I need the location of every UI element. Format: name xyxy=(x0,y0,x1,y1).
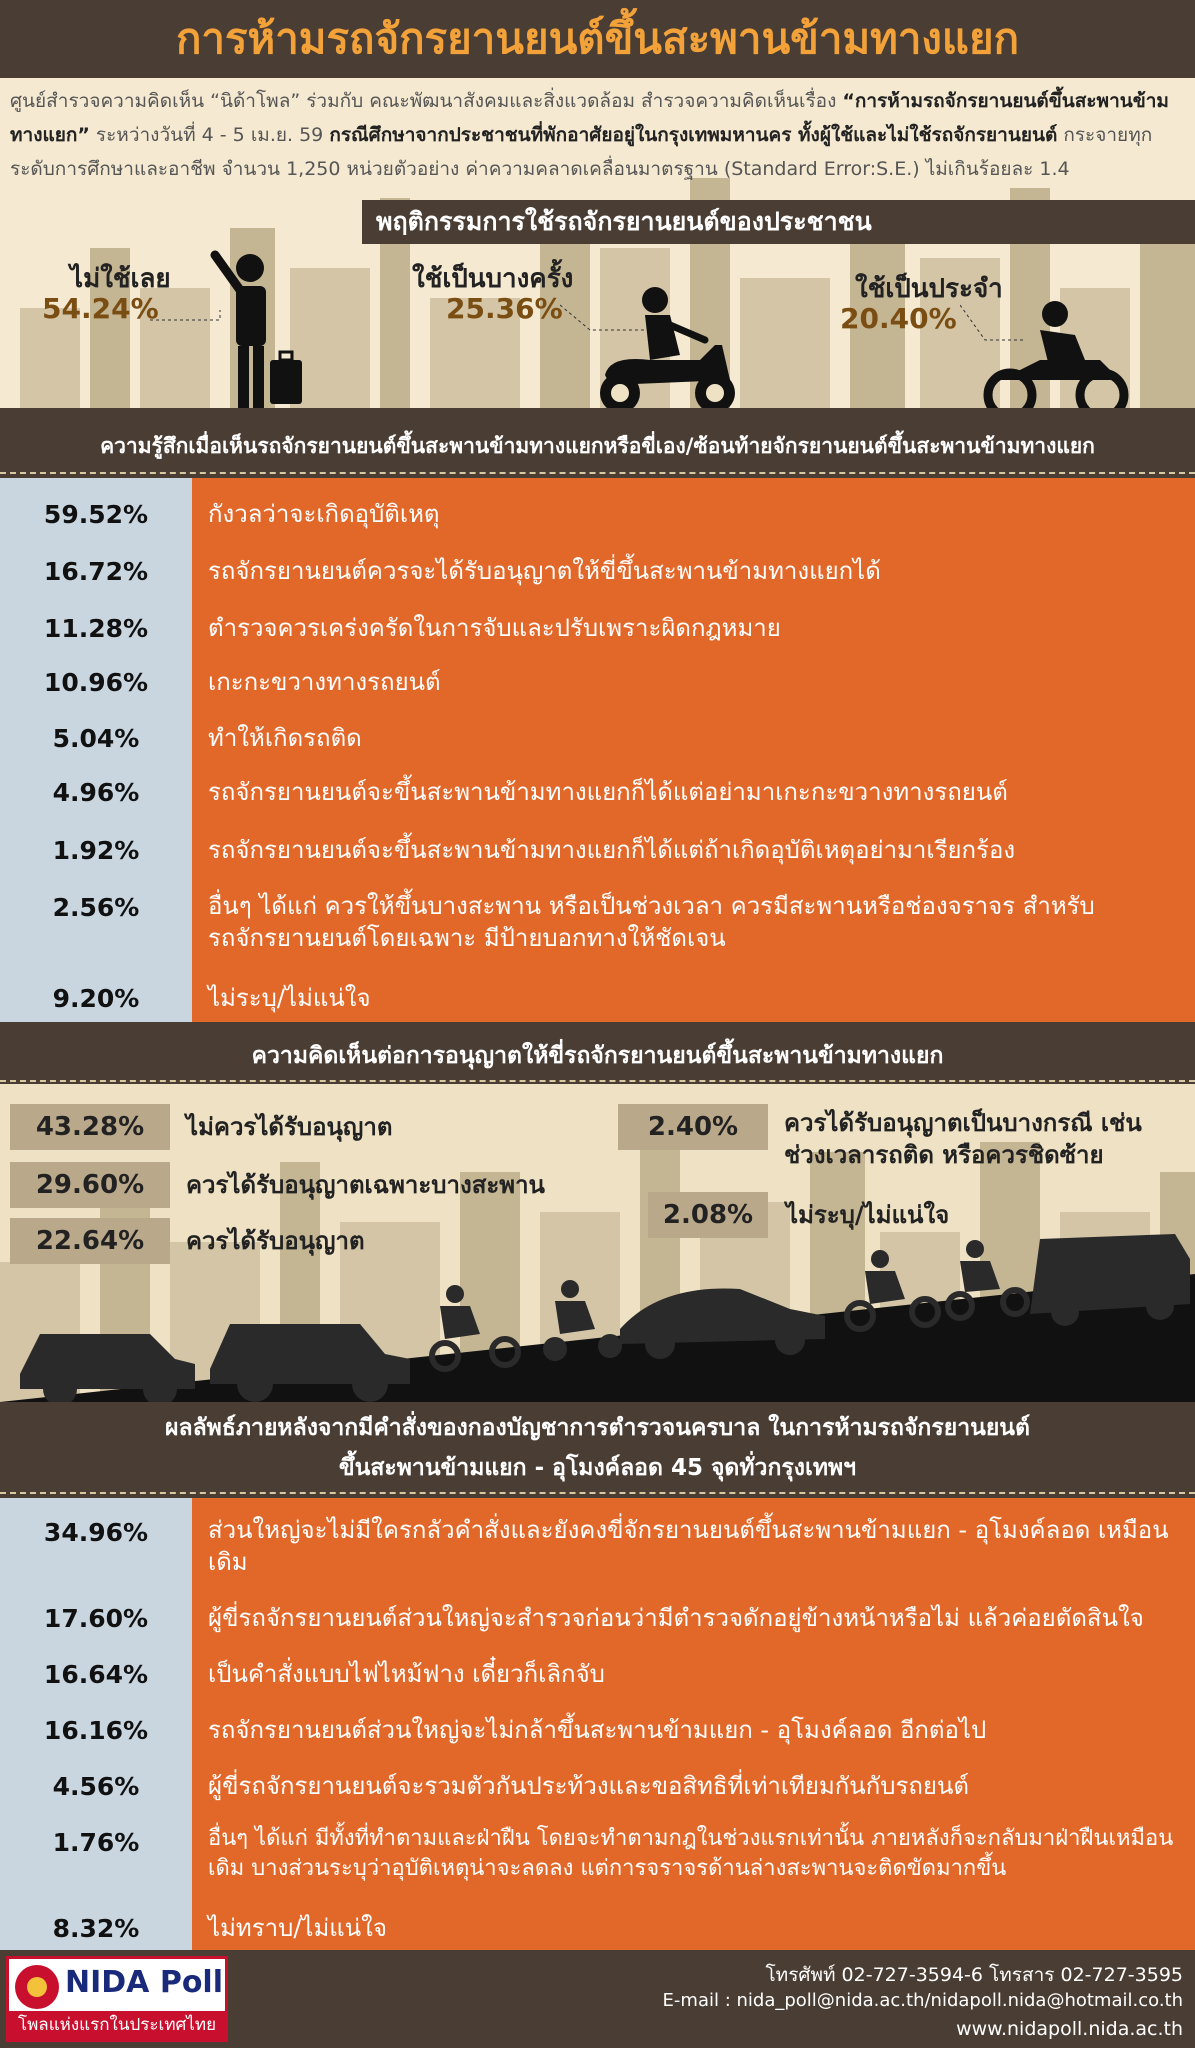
opinion-box: 43.28% xyxy=(10,1104,170,1150)
feelings-text: รถจักรยานยนต์จะขึ้นสะพานข้ามทางแยกก็ได้แต่ถ้าเกิดอุบัติเหตุอย่ามาเรียกร้อง xyxy=(208,836,1016,864)
dashed-divider xyxy=(0,1492,1195,1494)
footer-phone: โทรศัพท์ 02-727-3594-6 โทรสาร 02-727-3595 xyxy=(765,1964,1183,1986)
footer-website[interactable]: www.nidapoll.nida.ac.th xyxy=(956,2018,1183,2040)
opinion-title: ความคิดเห็นต่อการอนุญาตให้ขี่รถจักรยานยนต์ขึ้นสะพานข้ามทางแยก xyxy=(251,1043,944,1069)
feelings-pct: 9.20% xyxy=(52,984,140,1013)
motorcycle-rider-icon xyxy=(980,300,1130,420)
results-text: เป็นคำสั่งแบบไฟไหม้ฟาง เดี๋ยวก็เลิกจับ xyxy=(208,1660,605,1688)
feelings-pct: 4.96% xyxy=(52,778,140,807)
results-text: ผู้ขี่รถจักรยานยนต์ส่วนใหญ่จะสำรวจก่อนว่ามีตำรวจดักอยู่ข้างหน้าหรือไม่ แล้วค่อยตัดสินใจ xyxy=(208,1604,1144,1632)
results-pct: 16.16% xyxy=(43,1716,149,1745)
nida-logo xyxy=(6,1956,228,2042)
intro-text xyxy=(10,84,1185,186)
dashed-divider xyxy=(0,472,1195,474)
nida-emblem-icon xyxy=(15,1965,59,2009)
results-pct: 1.76% xyxy=(52,1828,140,1857)
page-title: การห้ามรถจักรยานยนต์ขึ้นสะพานข้ามทางแยก xyxy=(175,14,1020,63)
behavior-label-regular: ใช้เป็นประจำ xyxy=(855,274,1003,304)
opinion-text: ควรได้รับอนุญาต xyxy=(186,1227,365,1255)
opinion-box: 2.40% xyxy=(618,1104,768,1150)
behavior-value-regular: 20.40% xyxy=(840,302,957,335)
opinion-text: ควรได้รับอนุญาตเป็นบางกรณี เช่น ช่วงเวลารถติด หรือควรชิดซ้าย xyxy=(784,1109,1142,1169)
behavior-label-never: ไม่ใช้เลย xyxy=(70,264,171,294)
results-pct: 16.64% xyxy=(43,1660,149,1689)
opinion-box: 2.08% xyxy=(648,1192,768,1238)
opinion-box: 29.60% xyxy=(10,1162,170,1208)
person-luggage-icon xyxy=(210,250,305,425)
logo-tagline: โพลแห่งแรกในประเทศไทย xyxy=(9,2011,225,2039)
behavior-value-sometimes: 25.36% xyxy=(446,292,563,325)
behavior-value-never: 54.24% xyxy=(42,292,159,325)
results-text: รถจักรยานยนต์ส่วนใหญ่จะไม่กล้าขึ้นสะพานข้ามแยก - อุโมงค์ลอด อีกต่อไป xyxy=(208,1716,987,1744)
feelings-pct: 59.52% xyxy=(43,500,149,529)
results-text: ไม่ทราบ/ไม่แน่ใจ xyxy=(208,1914,387,1942)
results-pct: 17.60% xyxy=(43,1604,149,1633)
feelings-text: เกะกะขวางทางรถยนต์ xyxy=(208,668,441,696)
feelings-text: ไม่ระบุ/ไม่แน่ใจ xyxy=(208,984,371,1012)
feelings-pct: 16.72% xyxy=(43,557,149,586)
scooter-rider-icon xyxy=(590,285,740,420)
logo-text: NIDA Poll xyxy=(65,1965,223,2000)
feelings-text: รถจักรยานยนต์ควรจะได้รับอนุญาตให้ขี่ขึ้นสะพานข้ามทางแยกได้ xyxy=(208,557,881,585)
results-pct: 34.96% xyxy=(43,1518,149,1547)
feelings-text: ทำให้เกิดรถติด xyxy=(208,724,362,752)
opinion-text: ไม่ระบุ/ไม่แน่ใจ xyxy=(786,1201,950,1229)
results-text: อื่นๆ ได้แก่ มีทั้งที่ทำตามและฝ่าฝืน โดยจะทำตามกฎในช่วงแรกเท่านั้น ภายหลังก็จะกลับมาฝ่าฝืนเหมือนเดิม บางส่วนระบุว่าอุบัติเหตุน่าจะลดลง แต่การจราจรด้านล่างสะพานจะติดขัดมากขึ้น xyxy=(208,1826,1174,1881)
dashed-divider xyxy=(0,1080,1195,1082)
feelings-text: กังวลว่าจะเกิดอุบัติเหตุ xyxy=(208,500,440,528)
footer-email[interactable]: E-mail : nida_poll@nida.ac.th/nidapoll.nida@hotmail.co.th xyxy=(662,1990,1183,2011)
results-pct: 4.56% xyxy=(52,1772,140,1801)
feelings-pct: 1.92% xyxy=(52,836,140,865)
feelings-text: ตำรวจควรเคร่งครัดในการจับและปรับเพราะผิดกฎหมาย xyxy=(208,614,781,642)
results-pct: 8.32% xyxy=(52,1914,140,1943)
behavior-label-sometimes: ใช้เป็นบางครั้ง xyxy=(412,264,574,294)
opinion-box: 22.64% xyxy=(10,1218,170,1264)
intro-sample: กรณีศึกษาจากประชาชนที่พักอาศัยอยู่ในกรุงเทพมหานคร ทั้งผู้ใช้และไม่ใช้รถจักรยานยนต์ xyxy=(329,124,1058,146)
feelings-title: ความรู้สึกเมื่อเห็นรถจักรยานยนต์ขึ้นสะพานข้ามทางแยกหรือขี่เอง/ซ้อนท้ายจักรยานยนต์ขึ้นสะพานข้ามทางแยก xyxy=(100,434,1095,458)
feelings-pct: 10.96% xyxy=(43,668,149,697)
results-title-line2: ขึ้นสะพานข้ามแยก - อุโมงค์ลอด 45 จุดทั่วกรุงเทพฯ xyxy=(338,1455,857,1481)
feelings-text: อื่นๆ ได้แก่ ควรให้ขึ้นบางสะพาน หรือเป็นช่วงเวลา ควรมีสะพานหรือช่องจราจร สำหรับรถจักรยานยนต์โดยเฉพาะ มีป้ายบอกทางให้ชัดเจน xyxy=(208,892,1095,952)
feelings-pct: 2.56% xyxy=(52,893,140,922)
opinion-text: ควรได้รับอนุญาตเฉพาะบางสะพาน xyxy=(186,1171,545,1199)
intro-sentence-1: ศูนย์สำรวจความคิดเห็น “นิด้าโพล” ร่วมกับ คณะพัฒนาสังคมและสิ่งแวดล้อม สำรวจความคิดเห็นเรื่อง xyxy=(10,90,837,112)
feelings-pct: 5.04% xyxy=(52,724,140,753)
intro-topic: “การห้ามรถจักรยานยนต์ขึ้นสะพานข้ามทางแยก” xyxy=(10,90,1169,146)
feelings-text: รถจักรยานยนต์จะขึ้นสะพานข้ามทางแยกก็ได้แต่อย่ามาเกะกะขวางทางรถยนต์ xyxy=(208,778,1008,806)
opinion-text: ไม่ควรได้รับอนุญาต xyxy=(186,1113,393,1141)
results-text: ส่วนใหญ่จะไม่มีใครกลัวคำสั่งและยังคงขี่จักรยานยนต์ขึ้นสะพานข้ามแยก - อุโมงค์ลอด เหมือนเดิม xyxy=(208,1516,1169,1576)
intro-dates: ระหว่างวันที่ 4 - 5 เม.ย. 59 xyxy=(95,124,324,146)
results-text: ผู้ขี่รถจักรยานยนต์จะรวมตัวกันประท้วงและขอสิทธิที่เท่าเทียมกันกับรถยนต์ xyxy=(208,1772,969,1800)
behavior-title: พฤติกรรมการใช้รถจักรยานยนต์ของประชาชน xyxy=(376,207,872,236)
intro-sentence-3: กระจายทุกระดับการศึกษาและอาชีพ จำนวน 1,250 หน่วยตัวอย่าง ค่าความคลาดเคลื่อนมาตรฐาน (Standard Error:S.E.) ไม่เกินร้อยละ 1.4 xyxy=(10,124,1153,180)
feelings-pct: 11.28% xyxy=(43,614,149,643)
results-title-line1: ผลลัพธ์ภายหลังจากมีคำสั่งของกองบัญชาการตำรวจนครบาล ในการห้ามรถจักรยานยนต์ xyxy=(165,1415,1030,1441)
